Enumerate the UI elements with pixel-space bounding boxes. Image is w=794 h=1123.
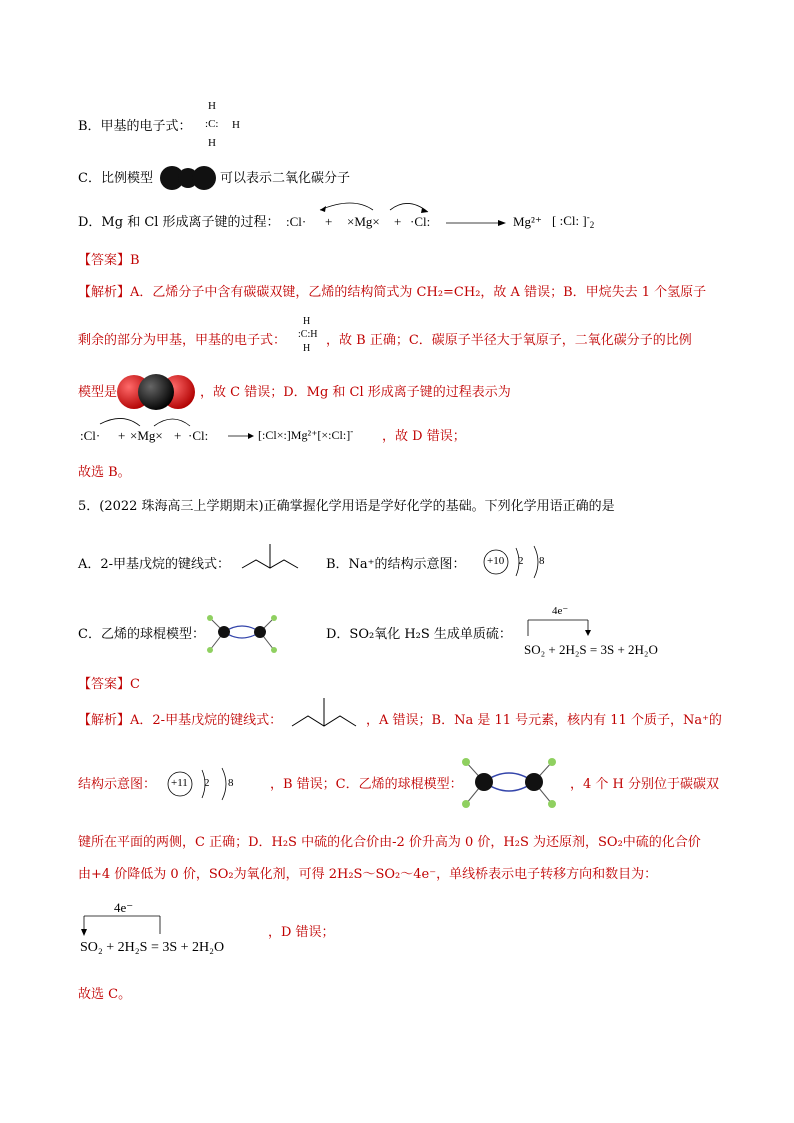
methyl-formula-h-right: H [232,119,240,131]
na-shell-1: 2 [518,555,524,567]
q4-option-b: B．甲基的电子式： [78,119,192,134]
space-filling-model-black [158,163,218,193]
methyl-small-h-bottom: H [303,343,311,354]
mg-cl-ionic-bond-process [278,196,698,240]
methyl-formula-c: :C: [205,118,219,130]
q4-explanation-line4-suffix: ，故 D 错误； [382,429,466,444]
q4-explanation-line3-prefix: 模型是 [78,385,118,400]
q5-explanation-line2-prefix: 结构示意图： [78,777,157,792]
co2-space-filling-model-color [116,370,196,414]
methyl-small-h-top: H [303,316,311,327]
mg-atom: ×Mg× [347,214,380,229]
q4-explanation-line3-suffix: ，故 C 错误；D．Mg 和 Cl 形成离子键的过程表示为 [200,385,511,400]
q5-answer: 【答案】C [78,677,140,692]
q5-explanation-line2-mid: ，B 错误；C．乙烯的球棍模型： [270,777,463,792]
methyl-small-c: :C:H [298,329,318,340]
ethylene-ball-stick-model-large [454,752,566,812]
na-shell-2: 8 [539,555,545,567]
mg2-ion: Mg²⁺ [513,214,542,229]
q5-option-c: C．乙烯的球棍模型： [78,627,205,642]
q5-explanation-line5-suffix: ，D 错误； [268,925,335,940]
q5-conclusion: 故选 C。 [78,987,132,1002]
ethylene-ball-stick-model-small [202,612,282,656]
cl-ion-bracket: [ :Cl: ]$^-_2$ [552,212,595,230]
q4-option-c-suffix: 可以表示二氧化碳分子 [220,171,351,186]
mgcl2-product: [:Cl×:]Mg²⁺[×:Cl:]- [258,426,354,442]
q5-option-b: B．Na⁺的结构示意图： [326,557,466,572]
q4-answer: 【答案】B [78,253,140,268]
q4-option-d: D．Mg 和 Cl 形成离子键的过程： [78,215,280,230]
cl-atom-left: :Cl· [286,214,307,229]
plus-sign-3: + [118,428,126,443]
q4-explanation-line2-prefix: 剩余的部分为甲基，甲基的电子式： [78,333,287,348]
na-shell-2-red: 8 [228,777,234,789]
plus-sign-1: + [325,214,333,229]
skeletal-formula-2-methylpentane-red [288,692,364,740]
plus-sign-4: + [174,428,182,443]
q4-conclusion: 故选 B。 [78,465,131,480]
cl-atom-right: ·Cl: [410,214,431,229]
q5-stem: 5．(2022 珠海高三上学期期末)正确掌握化学用语是学好化学的基础。下列化学用语正确的是 [78,499,615,514]
redox-equation-small: SO₂ + 2H₂S = 3S + 2H₂O [524,642,658,657]
q5-explanation-line1-suffix: ，A 错误；B．Na 是 11 号元素，核内有 11 个质子，Na⁺的 [366,713,722,728]
q5-explanation-line1-prefix: 【解析】A．2-甲基戊烷的键线式： [78,713,283,728]
q5-explanation-line4: 由+4 价降低为 0 价，SO₂为氧化剂，可得 2H₂S～SO₂～4e⁻，单线桥表示电子转移方向和数目为： [78,867,658,882]
plus-sign-2: + [394,214,402,229]
q4-option-c-prefix: C．比例模型 [78,171,153,186]
mg-atom-2: ×Mg× [130,428,163,443]
cl-atom-left-2: :Cl· [80,428,101,443]
q4-explanation-line1: 【解析】A．乙烯分子中含有碳碳双键，乙烯的结构简式为 CH₂=CH₂，故 A 错误；B．甲烷失去 1 个氢原子 [78,285,707,300]
na-shell-1-red: 2 [204,777,210,789]
q5-explanation-line3: 键所在平面的两侧，C 正确；D．H₂S 中硫的化合价由-2 价升高为 0 价，H₂S 为还原剂，SO₂中硫的化合价 [78,835,701,850]
electron-transfer-label-large: 4e⁻ [114,900,134,915]
q5-explanation-line2-suffix: ，4 个 H 分别位于碳碳双 [570,777,720,792]
q5-option-a: A．2-甲基戊烷的键线式： [78,557,231,572]
methyl-formula-h-top: H [208,100,216,112]
electron-transfer-label-small: 4e⁻ [552,605,569,617]
methyl-formula-h-bottom: H [208,137,216,149]
skeletal-formula-2-methylpentane [238,540,302,580]
cl-atom-right-2: ·Cl: [188,428,209,443]
single-arrow-bridge-large [80,900,190,938]
q4-explanation-line2-suffix: ，故 B 正确；C．碳原子半径大于氧原子，二氧化碳分子的比例 [326,333,692,348]
q5-option-d: D．SO₂氧化 H₂S 生成单质硫： [326,627,512,642]
na-nucleus-charge: +10 [487,555,505,567]
na-nucleus-charge-red: +11 [171,777,188,789]
redox-equation-large: SO₂ + 2H₂S = 3S + 2H₂O [80,940,225,955]
